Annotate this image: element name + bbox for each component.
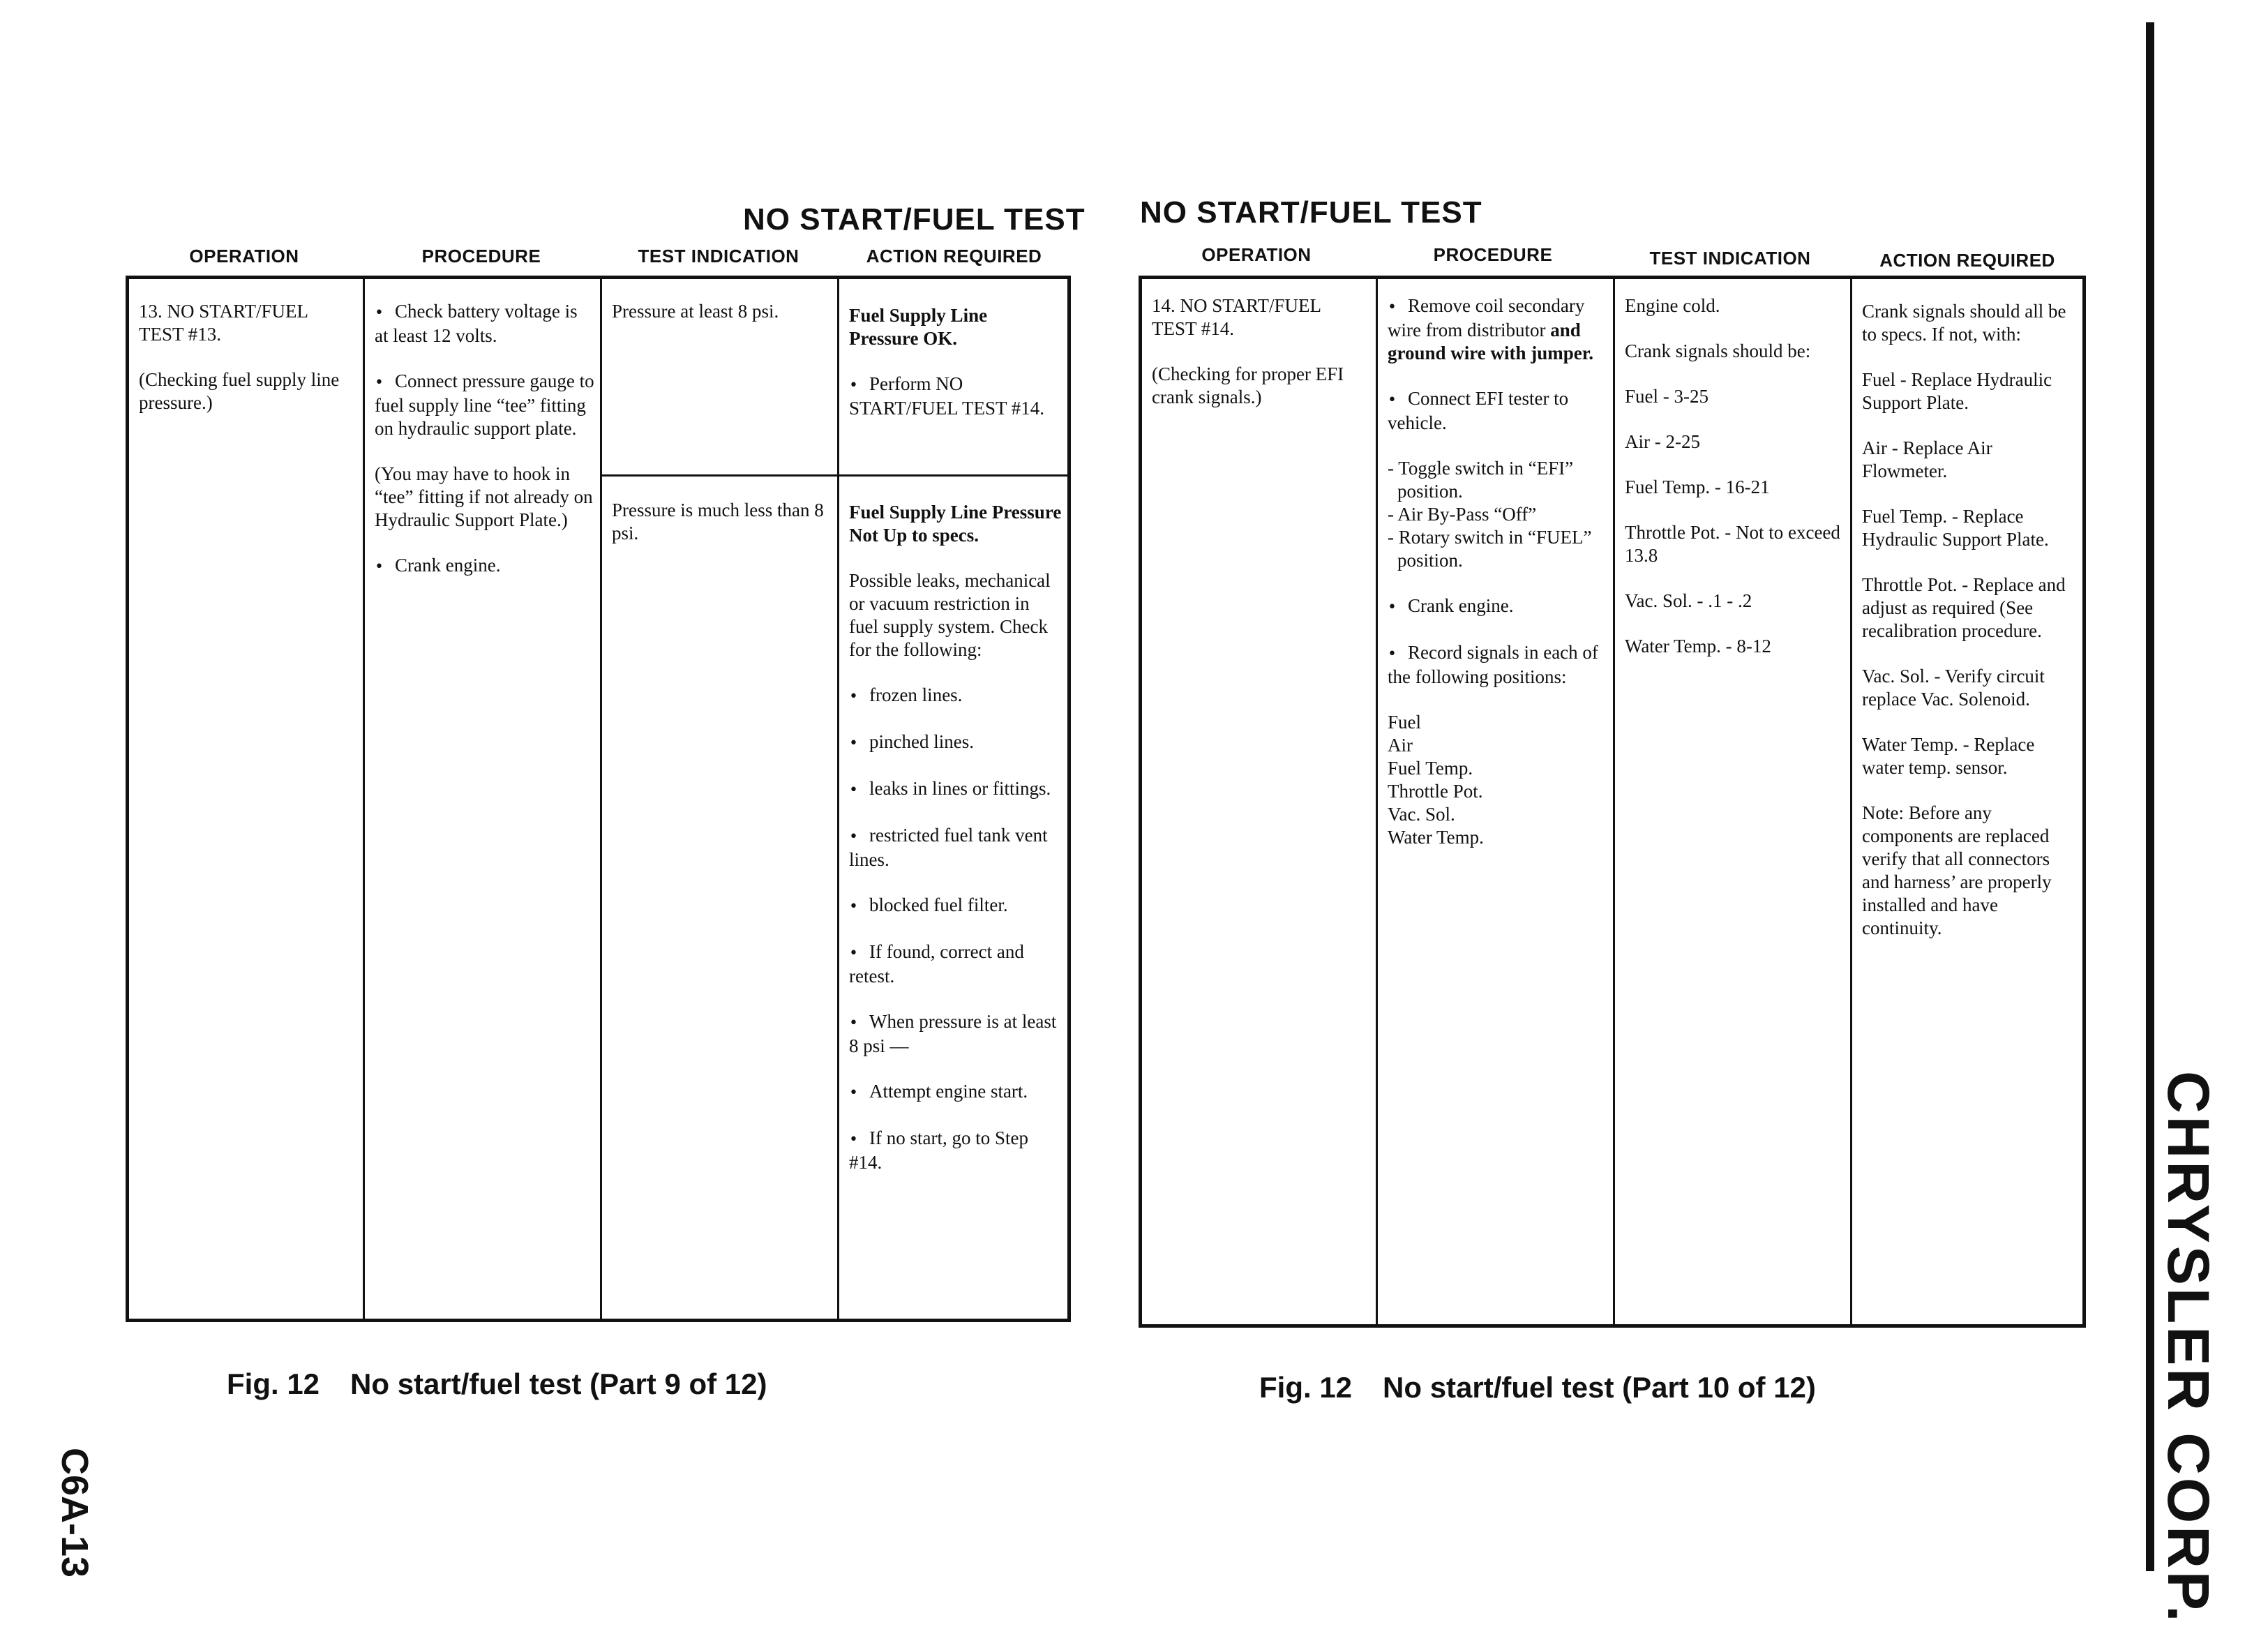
action-item: • frozen lines. [849,684,1062,708]
test-indication: Throttle Pot. - Not to exceed 13.8 [1625,522,1840,566]
right-panel-title: NO START/FUEL TEST [1140,195,1482,230]
left-action-top [849,304,1058,442]
left-table-row-divider [600,474,1067,477]
operation-purpose: (Checking for proper EFI crank signals.) [1152,363,1344,407]
right-procedure-cell [1388,294,1607,849]
action-heading: Fuel Supply Line Pressure Not Up to specs. [849,502,1062,546]
position-item: Air [1388,735,1413,756]
position-item: Fuel Temp. [1388,758,1473,779]
action-item: • If found, correct and retest. [849,940,1062,988]
action-item: • If no start, go to Step #14. [849,1127,1062,1174]
left-header-procedure: PROCEDURE [421,246,541,267]
figure-label: Fig. 12 [227,1367,320,1400]
right-action-cell [1862,300,2080,962]
tester-setting: - Toggle switch in “EFI” position. [1388,458,1574,502]
test-indication: Fuel Temp. - 16-21 [1625,477,1770,497]
tester-setting: - Rotary switch in “FUEL” position. [1388,527,1592,571]
action-intro: Possible leaks, mechanical or vacuum restriction in fuel supply system. Check for the following: [849,570,1051,660]
right-header-procedure: PROCEDURE [1433,244,1553,265]
brand-label: CHRYSLER CORP. [2156,1071,2221,1625]
left-figure-caption [227,1367,767,1401]
left-procedure-cell [375,300,594,601]
right-header-operation: OPERATION [1201,244,1312,265]
test-indication: Pressure is much less than 8 psi. [612,500,824,543]
procedure-step: • Connect EFI tester to vehicle. [1388,387,1607,435]
right-figure-caption [1259,1371,1816,1404]
procedure-step-text: Remove coil secondary wire from distributor [1388,295,1585,340]
operation-purpose: (Checking fuel supply line pressure.) [139,369,340,413]
action-item: • Perform NO START/FUEL TEST #14. [849,373,1058,420]
action-item: Vac. Sol. - Verify circuit replace Vac. Solenoid. [1862,666,2045,710]
left-action-bottom [849,501,1062,1197]
page-number: C6A-13 [54,1448,96,1578]
operation-step: 13. NO START/FUEL TEST #13. [139,301,308,345]
left-table-divider [837,279,839,1319]
procedure-step-emphasis: and ground wire with jumper. [1388,320,1594,363]
action-item: Fuel - Replace Hydraulic Support Plate. [1862,369,2052,413]
left-header-action-required: ACTION REQUIRED [866,246,1042,267]
test-indication: Pressure at least 8 psi. [612,301,779,322]
right-table-divider [1613,279,1615,1324]
right-operation-cell [1152,294,1368,431]
left-test-indication-bottom [612,499,832,567]
test-indication: Engine cold. [1625,295,1720,316]
left-test-indication-top [612,300,832,345]
positions-list [1388,711,1607,849]
right-test-indication-cell [1625,294,1845,680]
procedure-step: • Check battery voltage is at least 12 volts. [375,300,594,347]
position-item: Vac. Sol. [1388,804,1455,825]
right-table-divider [1376,279,1378,1324]
action-heading: Fuel Supply Line Pressure OK. [849,305,988,349]
left-panel-title: NO START/FUEL TEST [743,202,1086,237]
action-item: Throttle Pot. - Replace and adjust as required (See recalibration procedure. [1862,574,2066,641]
position-item: Throttle Pot. [1388,781,1483,802]
test-indication: Air - 2-25 [1625,431,1700,452]
action-note: Note: Before any components are replaced verify that all connectors and harness’ are properly installed and have continuity. [1862,802,2052,938]
left-header-test-indication: TEST INDICATION [638,246,799,267]
action-item: Fuel Temp. - Replace Hydraulic Support Plate. [1862,506,2049,550]
position-item: Water Temp. [1388,827,1484,848]
test-indication: Fuel - 3-25 [1625,386,1708,407]
test-indication: Crank signals should be: [1625,340,1811,361]
sidebar-rule [2146,22,2154,1571]
procedure-step: • Crank engine. [1388,594,1607,619]
action-item: • leaks in lines or fittings. [849,777,1062,802]
procedure-step [1388,294,1607,365]
left-header-operation: OPERATION [189,246,299,267]
tester-settings [1388,457,1607,572]
left-table-divider [363,279,365,1319]
left-operation-cell [139,300,355,437]
left-table-divider [600,279,602,1319]
action-item: • When pressure is at least 8 psi — [849,1010,1062,1058]
procedure-step: • Crank engine. [375,554,594,578]
test-indication: Water Temp. - 8-12 [1625,636,1771,657]
procedure-step: • Record signals in each of the following positions: [1388,641,1607,689]
figure-label: Fig. 12 [1259,1371,1353,1404]
right-header-action-required: ACTION REQUIRED [1879,250,2055,271]
test-indication: Vac. Sol. - .1 - .2 [1625,590,1752,611]
procedure-note: (You may have to hook in “tee” fitting if not already on Hydraulic Support Plate.) [375,463,593,530]
action-item: Air - Replace Air Flowmeter. [1862,437,1992,481]
procedure-step: • Connect pressure gauge to fuel supply line “tee” fitting on hydraulic support plate. [375,370,594,440]
right-table-divider [1850,279,1852,1324]
action-item: • Attempt engine start. [849,1080,1062,1104]
operation-step: 14. NO START/FUEL TEST #14. [1152,295,1321,339]
figure-text: No start/fuel test (Part 9 of 12) [350,1367,767,1400]
action-item: • blocked fuel filter. [849,894,1062,918]
action-item: Crank signals should all be to specs. If not, with: [1862,301,2066,345]
left-table [126,276,1071,1322]
tester-setting: - Air By-Pass “Off” [1388,504,1537,525]
figure-text: No start/fuel test (Part 10 of 12) [1383,1371,1816,1404]
action-item: • pinched lines. [849,730,1062,755]
right-table [1139,276,2086,1328]
action-item: • restricted fuel tank vent lines. [849,824,1062,871]
right-header-test-indication: TEST INDICATION [1649,248,1811,269]
position-item: Fuel [1388,712,1422,733]
action-item: Water Temp. - Replace water temp. sensor. [1862,734,2035,778]
